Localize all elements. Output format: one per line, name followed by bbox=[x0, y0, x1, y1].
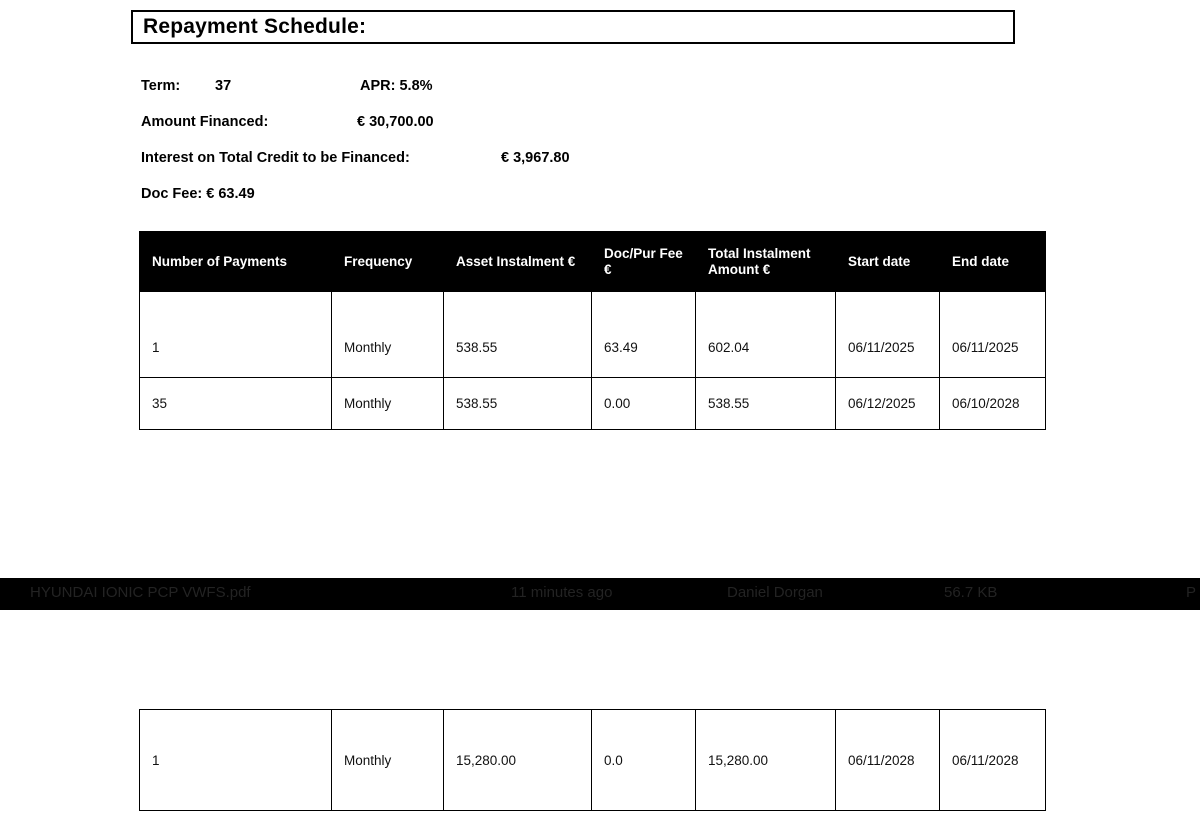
file-info-strip[interactable] bbox=[0, 578, 1200, 610]
column-header-start-date: Start date bbox=[836, 232, 940, 292]
file-owner: Daniel Dorgan bbox=[727, 584, 823, 601]
cell-end-date: 06/10/2028 bbox=[940, 378, 1046, 430]
cell-frequency: Monthly bbox=[332, 292, 444, 378]
file-strip-edge-text: P bbox=[1186, 584, 1197, 601]
cell-total-instalment-amount: 602.04 bbox=[696, 292, 836, 378]
cell-frequency: Monthly bbox=[332, 378, 444, 430]
cell-start-date: 06/11/2028 bbox=[836, 710, 940, 811]
file-size: 56.7 KB bbox=[944, 584, 998, 601]
repayment-schedule-table bbox=[139, 231, 1046, 430]
table-row bbox=[140, 292, 1046, 378]
cell-start-date: 06/11/2025 bbox=[836, 292, 940, 378]
loan-summary bbox=[141, 78, 1041, 222]
term-value: 37 bbox=[215, 78, 232, 94]
table-header-row bbox=[140, 232, 1046, 292]
amount-financed-value: € 30,700.00 bbox=[357, 114, 434, 130]
interest-label: Interest on Total Credit to be Financed: bbox=[141, 150, 410, 166]
cell-asset-instalment: 538.55 bbox=[444, 292, 592, 378]
column-header-frequency: Frequency bbox=[332, 232, 444, 292]
summary-row-term bbox=[141, 78, 1041, 114]
cell-end-date: 06/11/2025 bbox=[940, 292, 1046, 378]
summary-row-doc-fee bbox=[141, 186, 1041, 222]
column-header-end-date: End date bbox=[940, 232, 1046, 292]
file-modified-time: 11 minutes ago bbox=[511, 584, 613, 601]
term-label: Term: bbox=[141, 78, 181, 94]
cell-number-of-payments: 1 bbox=[140, 292, 332, 378]
cell-number-of-payments: 1 bbox=[140, 710, 332, 811]
column-header-asset-instalment: Asset Instalment € bbox=[444, 232, 592, 292]
cell-doc-pur-fee: 63.49 bbox=[592, 292, 696, 378]
column-header-doc-pur-fee: Doc/Pur Fee € bbox=[592, 232, 696, 292]
cell-asset-instalment: 15,280.00 bbox=[444, 710, 592, 811]
column-header-total-instalment-amount: Total Instalment Amount € bbox=[696, 232, 836, 292]
cell-frequency: Monthly bbox=[332, 710, 444, 811]
table-row bbox=[140, 378, 1046, 430]
cell-start-date: 06/12/2025 bbox=[836, 378, 940, 430]
cell-asset-instalment: 538.55 bbox=[444, 378, 592, 430]
doc-fee-value: Doc Fee: € 63.49 bbox=[141, 186, 255, 202]
cell-end-date: 06/11/2028 bbox=[940, 710, 1046, 811]
summary-row-amount-financed bbox=[141, 114, 1041, 150]
page-title: Repayment Schedule: bbox=[143, 15, 367, 38]
cell-number-of-payments: 35 bbox=[140, 378, 332, 430]
cell-doc-pur-fee: 0.00 bbox=[592, 378, 696, 430]
summary-row-interest bbox=[141, 150, 1041, 186]
cell-total-instalment-amount: 15,280.00 bbox=[696, 710, 836, 811]
column-header-number-of-payments: Number of Payments bbox=[140, 232, 332, 292]
table-row bbox=[140, 710, 1046, 811]
interest-value: € 3,967.80 bbox=[501, 150, 570, 166]
repayment-schedule-continuation-table bbox=[139, 709, 1046, 811]
cell-doc-pur-fee: 0.0 bbox=[592, 710, 696, 811]
cell-total-instalment-amount: 538.55 bbox=[696, 378, 836, 430]
file-name[interactable]: HYUNDAI IONIC PCP VWFS.pdf bbox=[30, 584, 251, 601]
page-title-box bbox=[131, 10, 1015, 44]
amount-financed-label: Amount Financed: bbox=[141, 114, 269, 130]
apr-value: APR: 5.8% bbox=[360, 78, 433, 94]
